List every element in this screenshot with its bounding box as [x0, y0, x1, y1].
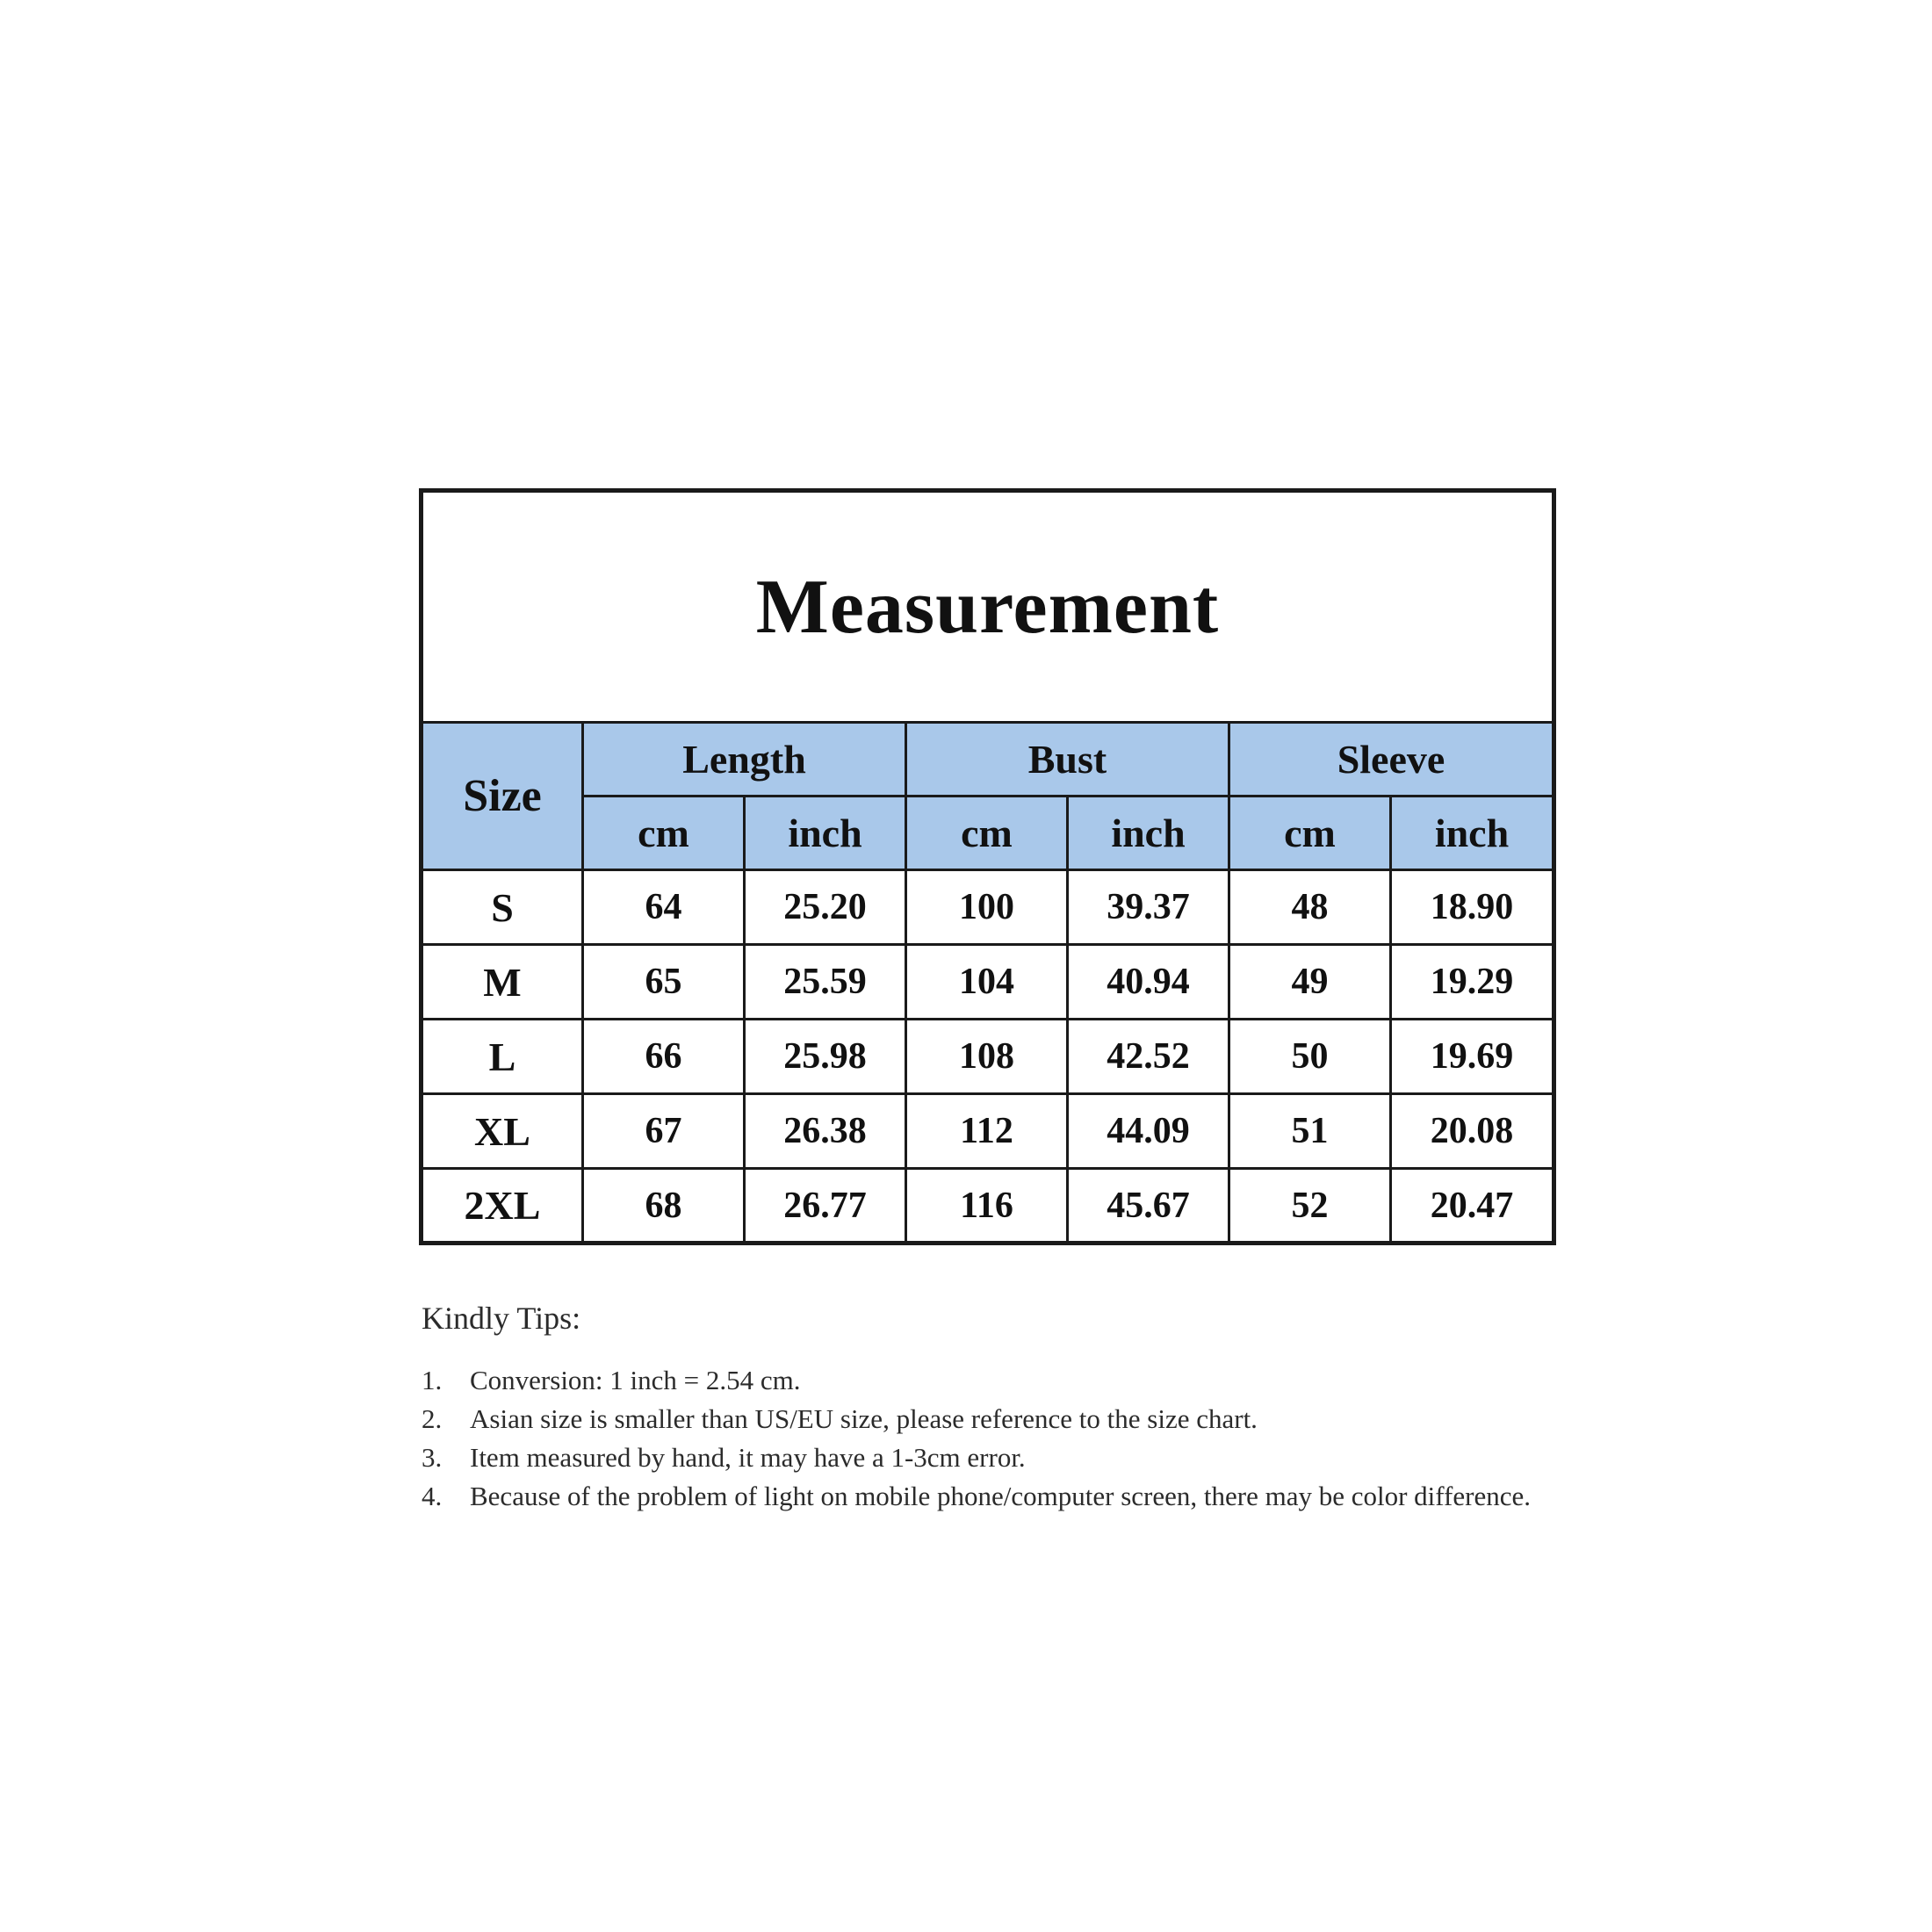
table-cell: 49: [1229, 945, 1391, 1020]
tip-text: Conversion: 1 inch = 2.54 cm.: [470, 1365, 801, 1395]
table-cell: 64: [583, 870, 745, 945]
table-cell: 19.29: [1391, 945, 1554, 1020]
tip-number: 4.: [422, 1481, 443, 1511]
size-cell: M: [422, 945, 583, 1020]
tips-list: [422, 1361, 1550, 1516]
list-item: [422, 1477, 1550, 1516]
table-cell: 25.98: [745, 1020, 906, 1094]
unit-header: inch: [1068, 797, 1229, 870]
unit-header: cm: [1229, 797, 1391, 870]
table-cell: 52: [1229, 1169, 1391, 1244]
size-cell: S: [422, 870, 583, 945]
tip-number: 3.: [422, 1442, 443, 1473]
table-cell: 26.38: [745, 1094, 906, 1169]
table-cell: 48: [1229, 870, 1391, 945]
table-cell: 65: [583, 945, 745, 1020]
table-cell: 25.59: [745, 945, 906, 1020]
table-cell: 19.69: [1391, 1020, 1554, 1094]
tip-text: Asian size is smaller than US/EU size, please reference to the size chart.: [470, 1403, 1258, 1434]
kindly-tips-section: [422, 1300, 1550, 1516]
table-row: [422, 1094, 1554, 1169]
size-cell: XL: [422, 1094, 583, 1169]
size-column-header: Size: [422, 723, 583, 870]
table-cell: 112: [906, 1094, 1068, 1169]
table-cell: 25.20: [745, 870, 906, 945]
table-cell: 100: [906, 870, 1068, 945]
table-cell: 42.52: [1068, 1020, 1229, 1094]
table-cell: 66: [583, 1020, 745, 1094]
tip-number: 1.: [422, 1365, 443, 1395]
unit-header: cm: [906, 797, 1068, 870]
table-cell: 68: [583, 1169, 745, 1244]
table-cell: 20.08: [1391, 1094, 1554, 1169]
size-cell: 2XL: [422, 1169, 583, 1244]
tips-title: Kindly Tips:: [422, 1301, 581, 1336]
list-item: [422, 1438, 1550, 1477]
tip-number: 2.: [422, 1403, 443, 1434]
tip-text: Because of the problem of light on mobile phone/computer screen, there may be color difference.: [470, 1481, 1531, 1511]
table-cell: 39.37: [1068, 870, 1229, 945]
table-cell: 116: [906, 1169, 1068, 1244]
group-header-bust: Bust: [906, 723, 1229, 797]
list-item: [422, 1400, 1550, 1438]
table-cell: 26.77: [745, 1169, 906, 1244]
table-cell: 50: [1229, 1020, 1391, 1094]
table-cell: 44.09: [1068, 1094, 1229, 1169]
table-row: [422, 1169, 1554, 1244]
table-cell: 20.47: [1391, 1169, 1554, 1244]
tip-text: Item measured by hand, it may have a 1-3cm error.: [470, 1442, 1026, 1473]
table-title: Measurement: [422, 491, 1554, 723]
table-cell: 45.67: [1068, 1169, 1229, 1244]
size-cell: L: [422, 1020, 583, 1094]
table-cell: 108: [906, 1020, 1068, 1094]
group-header-length: Length: [583, 723, 906, 797]
table-row: [422, 945, 1554, 1020]
group-header-sleeve: Sleeve: [1229, 723, 1554, 797]
table-cell: 18.90: [1391, 870, 1554, 945]
table-cell: 40.94: [1068, 945, 1229, 1020]
table-cell: 104: [906, 945, 1068, 1020]
table-row: [422, 1020, 1554, 1094]
table-cell: 51: [1229, 1094, 1391, 1169]
unit-header: cm: [583, 797, 745, 870]
table-row: [422, 870, 1554, 945]
list-item: [422, 1361, 1550, 1400]
unit-header: inch: [745, 797, 906, 870]
table-cell: 67: [583, 1094, 745, 1169]
size-chart-table: [419, 488, 1556, 1245]
unit-header: inch: [1391, 797, 1554, 870]
